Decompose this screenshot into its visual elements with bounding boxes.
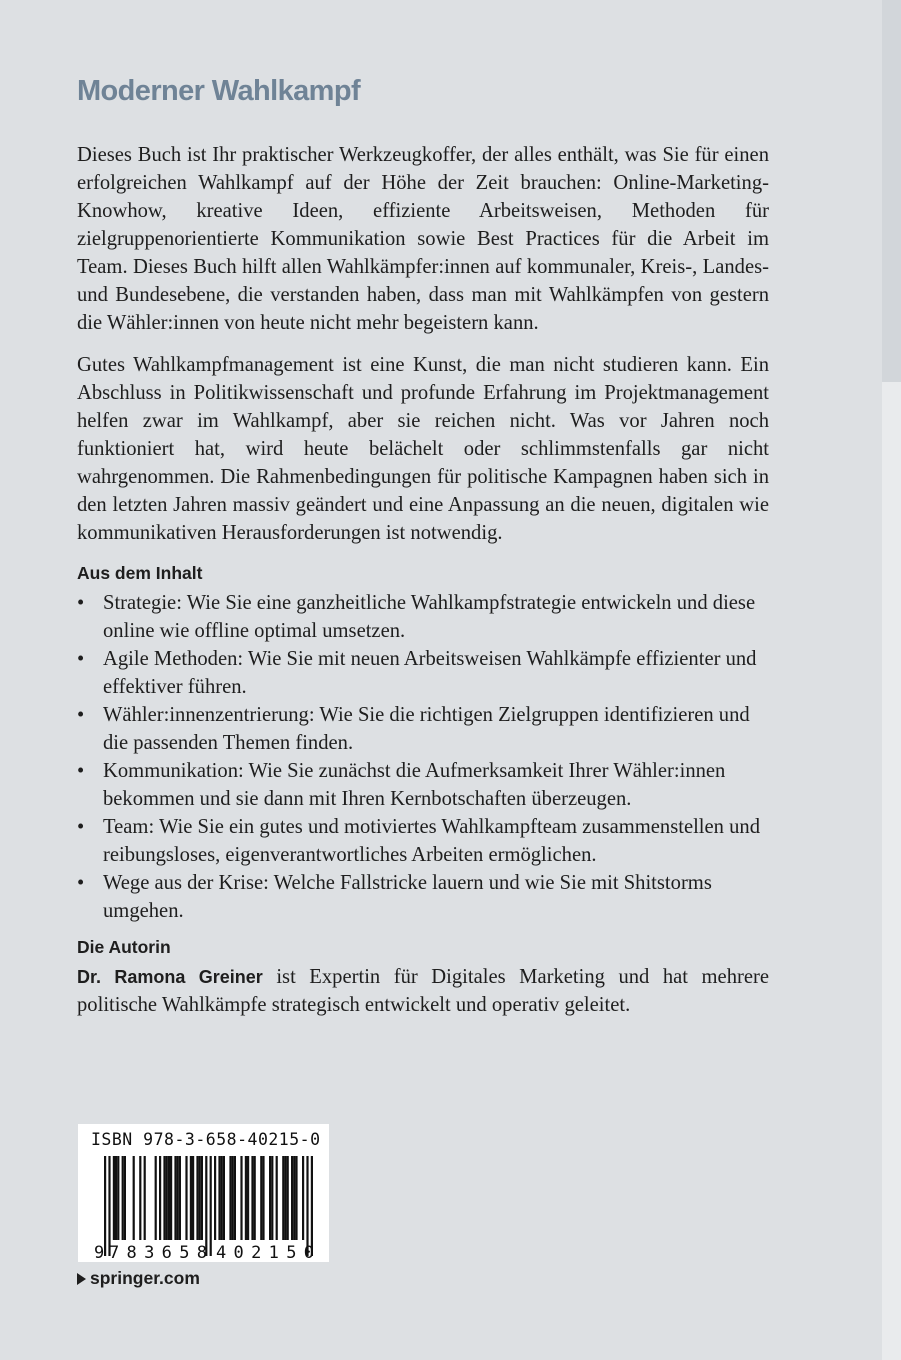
barcode-bar [254,1156,256,1240]
arrow-right-icon [77,1273,86,1285]
barcode-bar [306,1156,308,1256]
barcode-bar [210,1156,212,1256]
barcode-bar [295,1156,297,1240]
barcode-bar [234,1156,236,1240]
barcode-digits-right: 402150 [216,1243,314,1262]
list-item: • Wähler:innenzentrierung: Wie Sie die richtigen Zielgruppen identifizieren und die passenden Themen finden. [77,701,769,757]
barcode-bar [190,1156,192,1240]
bullet-icon: • [77,815,85,838]
barcode-bar [205,1156,207,1256]
barcode-bar [269,1156,271,1240]
back-cover-text [77,74,769,1033]
barcode-bar [117,1156,119,1240]
barcode-bar [311,1156,313,1256]
barcode-bar [251,1156,253,1240]
barcode-bar [168,1156,170,1240]
contents-heading: Aus dem Inhalt [77,562,203,583]
barcode-bar [139,1156,141,1240]
bullet-icon: • [77,759,85,782]
intro-paragraph: Dieses Buch ist Ihr praktischer Werkzeugkoffer, der alles enthält, was Sie für einen erfolgreichen Wahlkampf auf der Höhe der Zeit brauchen: Online-Marketing-Knowhow, kreative Ideen, effiziente Arbeitsweisen, Methoden für zielgruppenorientierte Kommunikation sowie Best Practices für die Arbeit im Team. Dieses Buch hilft allen Wahlkämpfer:innen auf kommunaler, Kreis-, Landes- und Bundesebene, die verstanden haben, dass man mit Wahlkämpfen von gestern die Wähler:innen von heute nicht mehr begeistern kann. [77,143,769,334]
bullet-icon: • [77,703,85,726]
author-description: ist Expertin für Digitales Marketing und hat mehrere politische Wahlkämpfe strategisch entwickelt und operativ geleitet. [77,965,769,1016]
barcode-bar [245,1156,247,1240]
barcode-bar [166,1156,168,1240]
barcode-bar [155,1156,157,1240]
list-item: • Team: Wie Sie ein gutes und motiviertes Wahlkampfteam zusammenstellen und reibungsloses, eigenverantwortliches Arbeiten ermöglichen. [77,813,769,869]
barcode-bar [232,1156,234,1240]
barcode-bar [214,1156,216,1240]
barcode-bar [284,1156,286,1240]
barcode-digits-left: 783658 [109,1243,207,1262]
barcode-bar [124,1156,126,1240]
barcode-bar [104,1156,106,1256]
list-item: • Strategie: Wie Sie eine ganzheitliche Wahlkampfstrategie entwickeln und diese online wie offline optimal umsetzen. [77,589,769,645]
barcode-digit-prefix: 9 [94,1243,105,1262]
barcode-bar [122,1156,124,1240]
isbn-barcode [78,1124,329,1262]
barcode-bar [240,1156,242,1240]
contents-list [77,589,769,925]
barcode-bar [282,1156,284,1240]
barcode-bar [115,1156,117,1240]
barcode-bar [108,1156,110,1256]
barcode-bar [276,1156,278,1240]
barcode-bar [159,1156,161,1240]
isbn-label: ISBN 978-3-658-40215-0 [91,1130,321,1149]
author-heading: Die Autorin [77,936,171,957]
barcode-bar [201,1156,203,1240]
barcode-bar [179,1156,181,1240]
barcode-bar [247,1156,249,1240]
bullet-icon: • [77,591,85,614]
author-bio [77,963,769,1019]
book-title: Moderner Wahlkampf [77,75,360,107]
barcode-bar [302,1156,304,1240]
barcode-bar [185,1156,187,1240]
barcode-bar [177,1156,179,1240]
barcode-bar [291,1156,293,1240]
barcode-bar [223,1156,225,1240]
bullet-icon: • [77,647,85,670]
barcode-bar [174,1156,176,1240]
list-item: • Wege aus der Krise: Welche Fallstricke lauern und wie Sie mit Shitstorms umgehen. [77,869,769,925]
barcode-bar [287,1156,289,1240]
publisher-url: springer.com [90,1268,200,1288]
bullet-icon: • [77,871,85,894]
barcode-bar [221,1156,223,1240]
barcode-bar [196,1156,198,1240]
barcode-bar [218,1156,220,1240]
barcode-bar [293,1156,295,1240]
barcode-bar [260,1156,262,1240]
barcode-bar [262,1156,264,1240]
author-name: Dr. Ramona Greiner [77,966,263,987]
list-item: • Agile Methoden: Wie Sie mit neuen Arbeitsweisen Wahlkämpfe effizienter und effektiver führen. [77,645,769,701]
barcode-bar [229,1156,231,1240]
barcode-bar [163,1156,165,1240]
barcode-bar [192,1156,194,1240]
barcode-bar [113,1156,115,1240]
spine-shade [882,0,901,382]
barcode-bar [271,1156,273,1240]
publisher-link[interactable] [77,1268,200,1289]
barcode-bars [78,1154,329,1262]
barcode-bar [170,1156,172,1240]
second-paragraph: Gutes Wahlkampfmanagement ist eine Kunst, die man nicht studieren kann. Ein Abschluss in Politikwissenschaft und profunde Erfahrung im Projektmanagement helfen zwar im Wahlkampf, aber sie reichen nicht. Was vor Jahren noch funktioniert hat, wird heute belächelt oder schlimmstenfalls gar nicht wahrgenommen. Die Rahmenbedingungen für politische Kampagnen haben sich in den letzten Jahren massiv geändert und eine Anpassung an die neuen, digitalen wie kommunikativen Herausforderungen ist notwendig. [77,353,769,544]
list-item: • Kommunikation: Wie Sie zunächst die Aufmerksamkeit Ihrer Wähler:innen bekommen und sie dann mit Ihren Kernbotschaften überzeugen. [77,757,769,813]
barcode-bar [133,1156,135,1240]
barcode-bar [144,1156,146,1240]
barcode-bar [199,1156,201,1240]
